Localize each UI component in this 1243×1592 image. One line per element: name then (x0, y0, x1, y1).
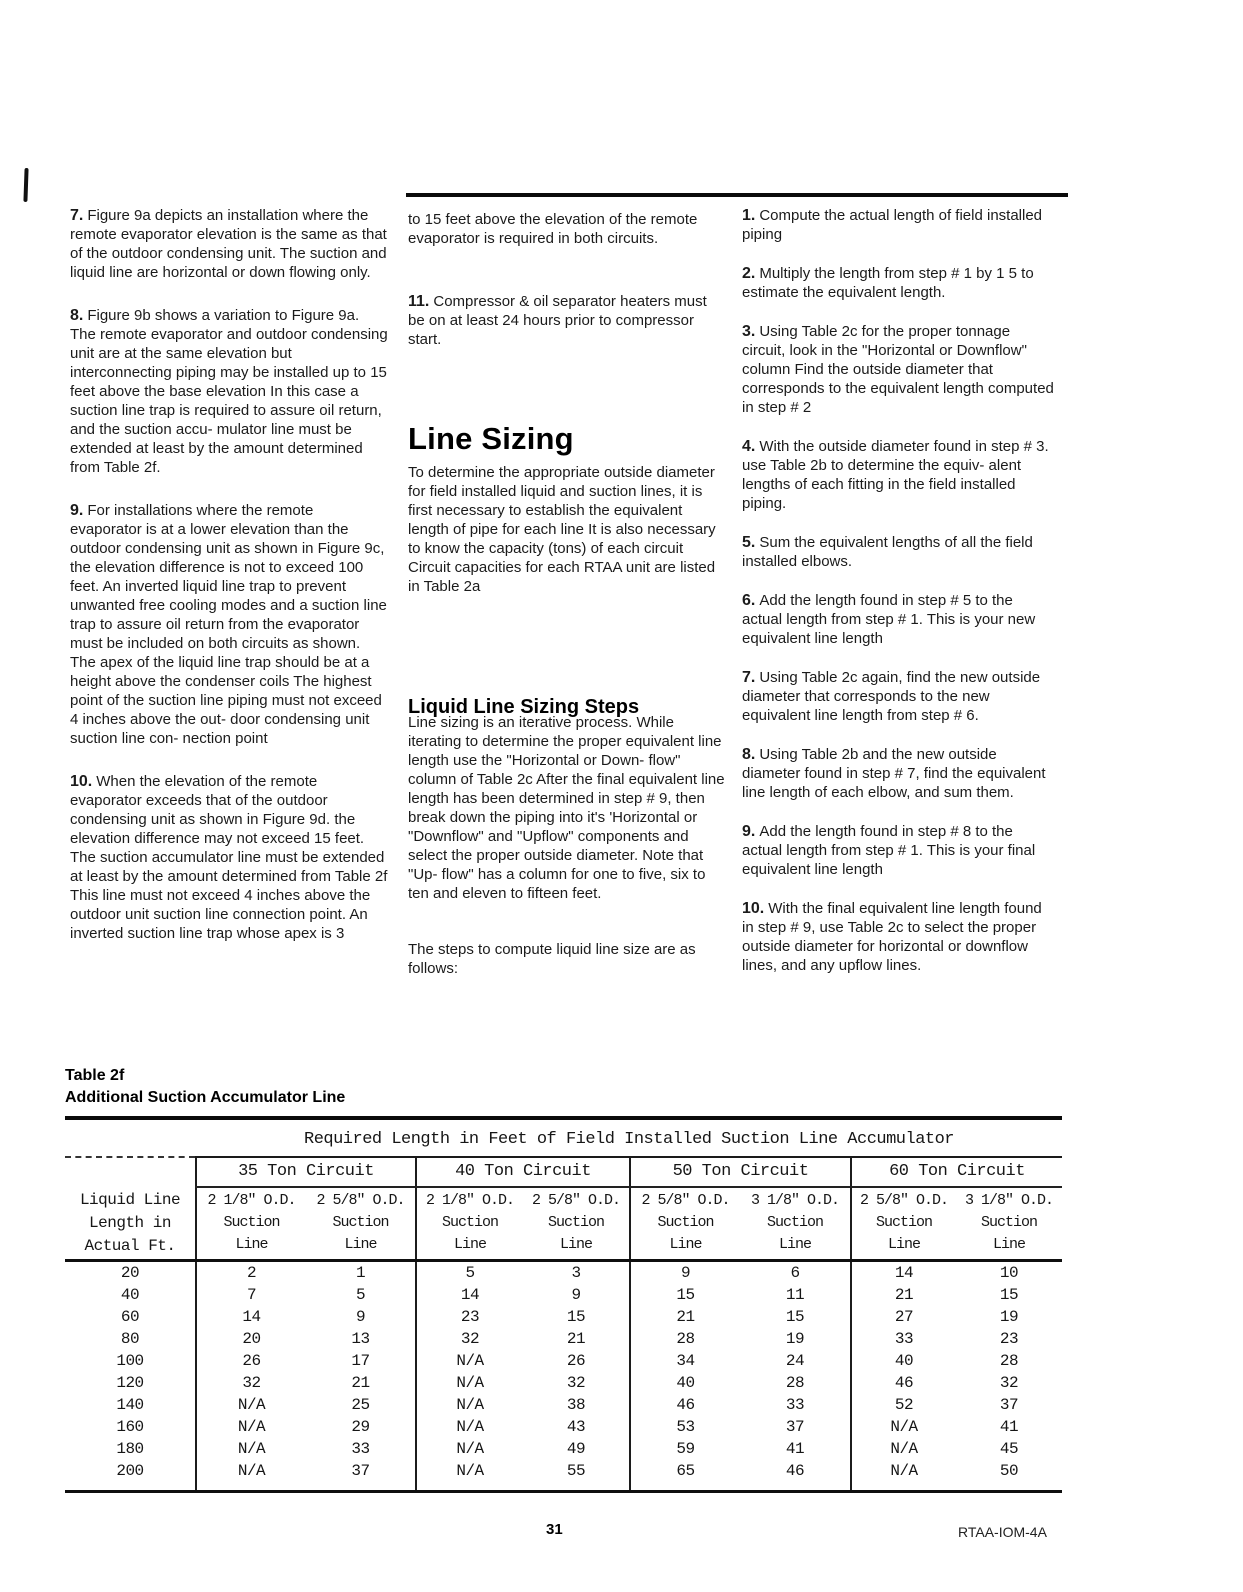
table-cell: 40 (630, 1372, 740, 1394)
table-cell: 50 (956, 1460, 1062, 1492)
table-row (65, 1394, 1062, 1416)
table-cell: 1 (355, 1264, 366, 1282)
col-header-60t-2-5-8: 2 5/8" O.D. Suction Line (851, 1187, 956, 1261)
col-header-50t-2-5-8: 2 5/8" O.D. Suction Line (630, 1187, 740, 1261)
step-2 (742, 264, 1054, 302)
table-cell: 46 (630, 1394, 740, 1416)
paragraph-7 (70, 206, 388, 282)
table-2f (65, 1116, 1062, 1493)
table-cell: N/A (416, 1460, 523, 1492)
table-cell: 27 (851, 1306, 956, 1328)
table-cell: 59 (630, 1438, 740, 1460)
table-cell: 14 (196, 1306, 306, 1328)
table-cell: 20 (196, 1328, 306, 1350)
table-cell: 19 (785, 1330, 805, 1348)
header-rule (406, 193, 1068, 197)
line-sizing-intro (408, 463, 726, 596)
table-cell: 7 (196, 1284, 306, 1306)
stub-header-line: Actual Ft. (84, 1236, 176, 1255)
table-cell: 37 (999, 1396, 1019, 1414)
table-cell: 33 (851, 1328, 956, 1350)
table-cell: 46 (740, 1460, 851, 1492)
step-text: With the final equivalent line length found in step # 9, use Table 2c to select the proper outside diameter for horizontal or downflow lines, and any upflow lines. (742, 900, 1042, 974)
table-span-header-row (65, 1118, 1062, 1157)
table-cell: N/A (851, 1460, 956, 1492)
table-cell: 55 (523, 1460, 630, 1492)
table-cell: 15 (566, 1308, 586, 1326)
paragraph-text: For installations where the remote evaporator is at a lower elevation than the outdoor condensing unit as shown in Figure 9c, the elevation difference is not to exceed 100 feet. An inverted liquid line trap to prevent unwanted free cooling modes and a suction line trap to assure oil return from the evaporator must be included on both circuits as shown. The apex of the liquid line trap should be at a height above the condenser coils The highest point of the suction line piping must not exceed 4 inches above the out- door condensing unit suction line con- nection point (70, 502, 387, 747)
step-text: Add the length found in step # 5 to the actual length from step # 1. This is your new equivalent line length (742, 592, 1036, 647)
step-number: 1. (742, 207, 756, 224)
table-cell: N/A (416, 1372, 523, 1394)
group-header-35-ton: 35 Ton Circuit (196, 1157, 416, 1187)
table-cell: 25 (351, 1396, 370, 1414)
table-cell: N/A (416, 1416, 523, 1438)
row-length: 80 (120, 1330, 140, 1348)
table-cell: 10 (999, 1264, 1019, 1282)
table-cell: 19 (999, 1308, 1019, 1326)
step-number: 9. (742, 823, 756, 840)
paragraph-number: 10. (70, 773, 93, 790)
table-cell: 32 (196, 1372, 306, 1394)
step-number: 6. (742, 592, 756, 609)
step-number: 4. (742, 438, 756, 455)
table-row (65, 1416, 1062, 1438)
table-cell: 41 (999, 1418, 1019, 1436)
table-cell: N/A (851, 1438, 956, 1460)
table-cell: N/A (851, 1416, 956, 1438)
table-cell: N/A (196, 1416, 306, 1438)
paragraph-8 (70, 306, 388, 477)
step-text: Multiply the length from step # 1 by 1 5 to estimate the equivalent length. (742, 265, 1034, 301)
step-5 (742, 533, 1054, 571)
table-title-caption: Additional Suction Accumulator Line (65, 1089, 346, 1106)
step-7 (742, 668, 1054, 725)
table-cell: 17 (351, 1352, 370, 1370)
step-8 (742, 745, 1054, 802)
step-number: 8. (742, 746, 756, 763)
table-cell: 53 (630, 1416, 740, 1438)
table-cell: N/A (196, 1438, 306, 1460)
table-cell: 28 (630, 1328, 740, 1350)
table-cell: 15 (785, 1308, 805, 1326)
paragraph-text: To determine the appropriate outside diameter for field installed liquid and suction lines, it is first necessary to establish the equivalent length of pipe for each line It is also necessary to know the capacity (tons) of each circuit Circuit capacities for each RTAA unit are listed in Table 2a (408, 464, 716, 595)
table-span-header: Required Length in Feet of Field Installed Suction Line Accumulator (196, 1118, 1062, 1157)
table-cell: 41 (785, 1440, 805, 1458)
scan-artifact-mark (23, 168, 28, 202)
paragraph-text: Line sizing is an iterative process. While iterating to determine the proper equivalent line length use the "Horizontal or Down- flow" column of Table 2c After the final equivalent line length has been determined in step # 9, then break down the piping into it's 'Horizontal or "Downflow" and "Upflow" components and select the proper outside diameter. Note that "Up- flow" has a column for one to five, six to ten and eleven to fifteen feet. (408, 714, 725, 902)
col-header-40t-2-1-8: 2 1/8" O.D. Suction Line (416, 1187, 523, 1261)
row-length: 60 (120, 1308, 140, 1326)
table-cell: 32 (566, 1374, 586, 1392)
table-column-header-row (65, 1187, 1062, 1261)
col-header-35t-2-5-8: 2 5/8" O.D. Suction Line (306, 1187, 416, 1261)
paragraph-number: 8. (70, 307, 84, 324)
table-cell: 6 (790, 1264, 800, 1282)
table-cell: N/A (416, 1438, 523, 1460)
table-cell: 45 (999, 1440, 1019, 1458)
step-text: Compute the actual length of field installed piping (742, 207, 1043, 243)
group-header-40-ton: 40 Ton Circuit (416, 1157, 630, 1187)
table-row (65, 1438, 1062, 1460)
table-cell: 26 (566, 1352, 586, 1370)
table-cell: 23 (416, 1306, 523, 1328)
table-cell: N/A (196, 1460, 306, 1492)
row-length: 160 (116, 1418, 144, 1436)
row-length: 100 (116, 1352, 144, 1370)
paragraph-continuation (408, 210, 726, 248)
col-header-50t-3-1-8: 3 1/8" O.D. Suction Line (740, 1187, 851, 1261)
table-cell: 37 (306, 1460, 416, 1492)
group-header-stub-gap (65, 1157, 196, 1187)
table-cell: 13 (351, 1330, 370, 1348)
table-cell: 9 (355, 1308, 366, 1326)
table-title (65, 1065, 345, 1109)
table-cell: 9 (571, 1286, 581, 1304)
paragraph-number: 11. (408, 293, 430, 310)
paragraph-text: Figure 9b shows a variation to Figure 9a. The remote evaporator and outdoor condensing unit are at the same elevation but interconnecting piping may be installed up to 15 feet above the base elevation In this case a suction line trap is required to assure oil return, and the suction accu- mulator line must be extended at least by the amount determined from Table 2f. (70, 307, 388, 476)
paragraph-number: 7. (70, 207, 84, 224)
table-cell: 28 (785, 1374, 805, 1392)
table-cell: 33 (351, 1440, 370, 1458)
table-cell: 5 (355, 1286, 366, 1304)
step-number: 7. (742, 669, 756, 686)
span-header-stub-gap (65, 1118, 196, 1157)
table-cell: 40 (851, 1350, 956, 1372)
col-header-35t-2-1-8: 2 1/8" O.D. Suction Line (196, 1187, 306, 1261)
table-row (65, 1306, 1062, 1328)
row-length: 180 (116, 1440, 144, 1458)
stub-header-line: Length in (89, 1213, 171, 1232)
table-cell: 52 (851, 1394, 956, 1416)
table-cell: 9 (630, 1261, 740, 1285)
table-cell: 38 (566, 1396, 586, 1414)
row-length: 200 (65, 1460, 196, 1492)
step-9 (742, 822, 1054, 879)
paragraph-text: Compressor & oil separator heaters must be on at least 24 hours prior to compressor start. (408, 293, 707, 348)
row-length: 120 (116, 1374, 144, 1392)
table-cell: 23 (999, 1330, 1019, 1348)
step-number: 2. (742, 265, 756, 282)
paragraph-text: Figure 9a depicts an installation where the remote evaporator elevation is the same as that of the outdoor condensing unit. The suction and liquid line are horizontal or down flowing only. (70, 207, 387, 281)
step-text: Using Table 2c again, find the new outside diameter that corresponds to the new equivalent line length from step # 6. (742, 669, 1041, 724)
row-length: 20 (120, 1264, 140, 1282)
stub-header (65, 1187, 196, 1261)
col-header-40t-2-5-8: 2 5/8" O.D. Suction Line (523, 1187, 630, 1261)
table-cell: 11 (785, 1286, 805, 1304)
text-column-left (70, 206, 388, 967)
table-cell: 28 (999, 1352, 1019, 1370)
table-row (65, 1284, 1062, 1306)
table-cell: 32 (416, 1328, 523, 1350)
paragraph-text: The steps to compute liquid line size are as follows: (408, 941, 696, 977)
subsection-heading-liquid-line-sizing: Liquid Line Sizing Steps (408, 695, 640, 718)
table-cell: N/A (196, 1394, 306, 1416)
section-heading-line-sizing: Line Sizing (408, 420, 574, 456)
step-text: With the outside diameter found in step # 3. use Table 2b to determine the equiv- alent lengths of each fitting in the field installed piping. (742, 438, 1049, 512)
row-length: 40 (120, 1286, 140, 1304)
table-cell: 14 (416, 1284, 523, 1306)
group-header-50-ton: 50 Ton Circuit (630, 1157, 851, 1187)
step-number: 10. (742, 900, 765, 917)
step-text: Using Table 2b and the new outside diameter found in step # 7, find the equivalent line length of each elbow, and sum them. (742, 746, 1046, 801)
step-6 (742, 591, 1054, 648)
table-row (65, 1350, 1062, 1372)
table-cell: 24 (785, 1352, 805, 1370)
table-cell: N/A (416, 1394, 523, 1416)
table-cell: 37 (785, 1418, 805, 1436)
table-cell: 26 (196, 1350, 306, 1372)
table-cell: 21 (351, 1374, 370, 1392)
stub-header-line: Liquid Line (79, 1190, 181, 1209)
table-cell: 21 (566, 1330, 586, 1348)
table-cell: 29 (351, 1418, 370, 1436)
liquid-line-sizing-body (408, 713, 726, 903)
table-cell: 15 (630, 1284, 740, 1306)
table-cell: 2 (196, 1261, 306, 1285)
table-group-header-row (65, 1157, 1062, 1187)
text-column-right (742, 206, 1054, 975)
step-number: 3. (742, 323, 756, 340)
table-cell: 49 (566, 1440, 586, 1458)
table-cell: N/A (416, 1350, 523, 1372)
table-cell: 21 (851, 1284, 956, 1306)
table-cell: 34 (630, 1350, 740, 1372)
step-text: Add the length found in step # 8 to the actual length from step # 1. This is your final equivalent line length (742, 823, 1036, 878)
table-cell: 3 (571, 1264, 581, 1282)
step-text: Using Table 2c for the proper tonnage circuit, look in the "Horizontal or Downflow" column Find the outside diameter that corresponds to the equivalent length computed in step # 2 (742, 323, 1054, 416)
step-10 (742, 899, 1054, 975)
paragraph-11 (408, 292, 726, 349)
paragraph-9 (70, 501, 388, 748)
paragraph-10 (70, 772, 388, 943)
table-cell: 65 (630, 1460, 740, 1492)
step-number: 5. (742, 534, 756, 551)
table-row (65, 1372, 1062, 1394)
paragraph-text: to 15 feet above the elevation of the remote evaporator is required in both circuits. (408, 211, 698, 247)
table-cell: 33 (785, 1396, 805, 1414)
row-length: 140 (116, 1396, 144, 1414)
page-number: 31 (546, 1521, 563, 1538)
table-cell: 21 (630, 1306, 740, 1328)
table-cell: 32 (999, 1374, 1019, 1392)
table-cell: 5 (416, 1261, 523, 1285)
document-code: RTAA-IOM-4A (958, 1524, 1047, 1540)
steps-lead-in (408, 940, 726, 978)
table-cell: 14 (851, 1261, 956, 1285)
group-header-60-ton: 60 Ton Circuit (851, 1157, 1062, 1187)
step-4 (742, 437, 1054, 513)
step-3 (742, 322, 1054, 417)
table-cell: 46 (851, 1372, 956, 1394)
table-cell: 43 (566, 1418, 586, 1436)
table-row (65, 1261, 1062, 1285)
paragraph-text: When the elevation of the remote evaporator exceeds that of the outdoor condensing unit as shown in Figure 9d. the elevation difference may not exceed 15 feet. The suction accumulator line must be extended at least by the amount determined from Table 2f This line must not exceed 4 inches above the outdoor unit suction line connection point. An inverted suction line trap whose apex is 3 (70, 773, 388, 942)
table-title-number: Table 2f (65, 1067, 125, 1084)
step-text: Sum the equivalent lengths of all the field installed elbows. (742, 534, 1033, 570)
col-header-60t-3-1-8: 3 1/8" O.D. Suction Line (956, 1187, 1062, 1261)
paragraph-number: 9. (70, 502, 84, 519)
step-1 (742, 206, 1054, 244)
table-row (65, 1328, 1062, 1350)
table-row (65, 1460, 1062, 1492)
table-cell: 15 (999, 1286, 1019, 1304)
